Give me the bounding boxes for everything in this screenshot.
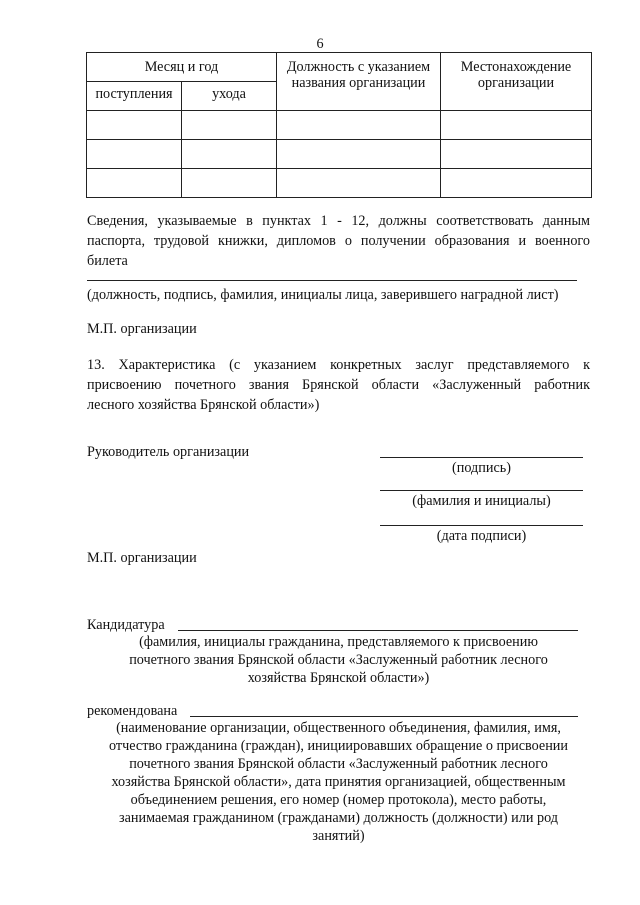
header-exit: ухода: [182, 82, 277, 111]
recommended-caption-line: почетного звания Брянской области «Заслуженный работник лесного: [129, 756, 548, 772]
recommended-caption-line: объединением решения, его номер (номер протокола), место работы,: [130, 792, 547, 808]
name-caption: (фамилия и инициалы): [412, 493, 551, 509]
candidate-line: [178, 630, 578, 631]
name-line: [380, 490, 583, 491]
header-entry: поступления: [87, 82, 182, 111]
recommended-line: [190, 716, 578, 717]
candidate-label: Кандидатура: [87, 617, 165, 633]
header-month-year: Месяц и год: [87, 53, 277, 82]
note-line: Сведения, указываемые в пунктах 1 - 12, должны соответствовать данным: [87, 213, 590, 229]
signature-line: [380, 457, 583, 458]
page-number: 6: [316, 36, 324, 52]
stamp-place-2: М.П. организации: [87, 550, 197, 566]
candidate-caption-line: (фамилия, инициалы гражданина, представляемого к присвоению: [139, 634, 538, 650]
table-row: [87, 111, 592, 140]
note-line: паспорта, трудовой книжки, дипломов о получении образования и военного: [87, 233, 590, 249]
characteristic-line: присвоению почетного звания Брянской области «Заслуженный работник: [87, 377, 590, 393]
recommended-caption-line: занимаемая гражданином (гражданами) должность (должности) или род: [119, 810, 558, 826]
recommended-label: рекомендована: [87, 703, 178, 719]
candidate-caption-line: почетного звания Брянской области «Заслуженный работник лесного: [129, 652, 548, 668]
certifier-caption: (должность, подпись, фамилия, инициалы лица, заверившего наградной лист): [87, 287, 559, 303]
certifier-line: [87, 280, 577, 281]
note-line: билета: [87, 253, 128, 269]
recommended-caption-line: отчество гражданина (граждан), инициировавших обращение о присвоении: [109, 738, 568, 754]
characteristic-line: 13. Характеристика (с указанием конкретных заслуг представляемого к: [87, 357, 590, 373]
table-row: [87, 140, 592, 169]
table-row: [87, 169, 592, 198]
date-line: [380, 525, 583, 526]
head-label: Руководитель организации: [87, 444, 250, 460]
recommended-caption-line: хозяйства Брянской области», дата принятия организацией, общественным: [111, 774, 566, 790]
candidate-caption-line: хозяйства Брянской области»): [247, 670, 430, 686]
recommended-caption-line: (наименование организации, общественного объединения, фамилия, имя,: [116, 720, 561, 736]
signature-caption: (подпись): [452, 460, 511, 476]
date-caption: (дата подписи): [436, 528, 527, 544]
stamp-place-1: М.П. организации: [87, 321, 197, 337]
characteristic-line: лесного хозяйства Брянской области»): [87, 397, 320, 413]
header-position: Должность с указанием названия организации: [277, 53, 441, 111]
recommended-caption-line: занятий): [312, 828, 365, 844]
header-location: Местонахождение организации: [441, 53, 592, 111]
employment-table: [86, 52, 592, 198]
